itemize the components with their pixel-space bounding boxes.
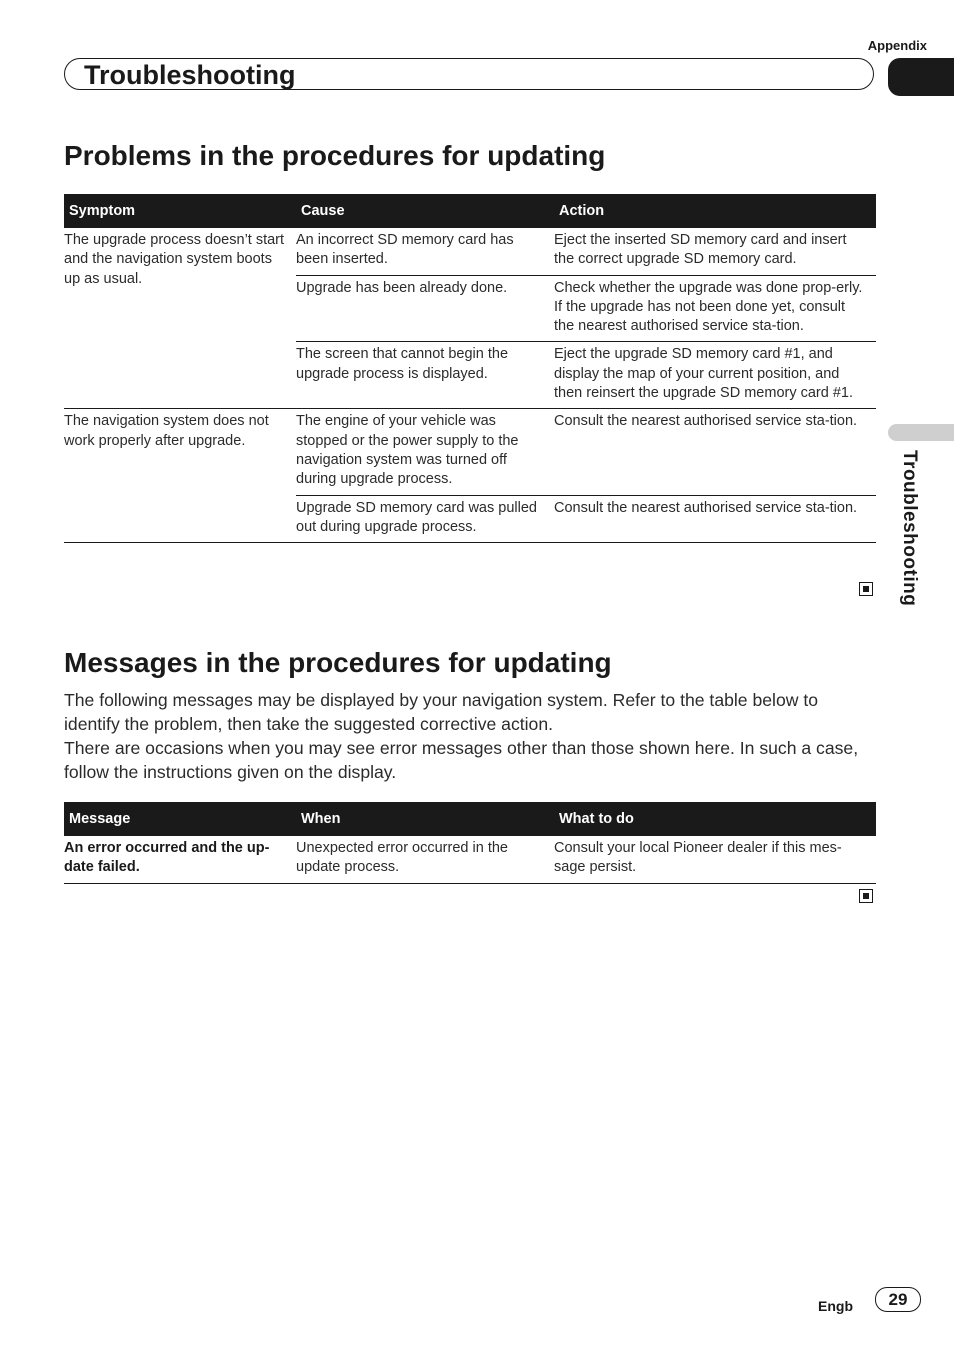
messages-intro: [64, 688, 864, 784]
message-cell: An error occurred and the up-date failed.: [64, 836, 296, 883]
appendix-label: Appendix: [867, 38, 927, 53]
symptom-cell: The upgrade process doesn’t start and the navigation system boots up as usual.: [64, 232, 285, 287]
messages-table: [64, 802, 876, 884]
side-tab-label: Troubleshooting: [899, 450, 920, 607]
table-row: [64, 409, 876, 495]
table-row: [64, 228, 876, 275]
column-header-what-to-do: What to do: [554, 802, 876, 836]
page-number: 29: [875, 1287, 921, 1312]
intro-paragraph: The following messages may be displayed by your navigation system. Refer to the table below to identify the problem, then take the suggested corrective action.: [64, 690, 818, 734]
when-cell: Unexpected error occurred in the update process.: [296, 836, 554, 883]
chapter-tab-marker: [888, 58, 954, 96]
end-of-section-icon: [859, 889, 873, 903]
problems-heading: Problems in the procedures for updating: [64, 140, 606, 171]
action-cell: Consult the nearest authorised service sta-tion.: [554, 409, 876, 495]
what-to-do-cell: Consult your local Pioneer dealer if this mes-sage persist.: [554, 836, 876, 883]
cause-cell: Upgrade has been already done.: [296, 275, 554, 342]
column-header-when: When: [296, 802, 554, 836]
cause-cell: The engine of your vehicle was stopped or the power supply to the navigation system was turned off during upgrade process.: [296, 409, 554, 495]
column-header-message: Message: [64, 802, 296, 836]
end-of-section-icon: [859, 582, 873, 596]
cause-cell: The screen that cannot begin the upgrade process is displayed.: [296, 342, 554, 409]
language-code: Engb: [818, 1298, 853, 1314]
table-header-row: [64, 194, 876, 228]
chapter-title: Troubleshooting: [84, 60, 296, 90]
action-cell: Eject the inserted SD memory card and insert the correct upgrade SD memory card.: [554, 228, 876, 275]
table-header-row: [64, 802, 876, 836]
action-cell: Eject the upgrade SD memory card #1, and display the map of your current position, and then reinsert the upgrade SD memory card #1.: [554, 342, 876, 409]
column-header-cause: Cause: [296, 194, 554, 228]
intro-paragraph: There are occasions when you may see error messages other than those shown here. In such a case, follow the instructions given on the display.: [64, 738, 859, 782]
action-cell: Check whether the upgrade was done prop-erly. If the upgrade has not been done yet, consult the nearest authorised service sta-tion.: [554, 275, 876, 342]
cause-cell: An incorrect SD memory card has been inserted.: [296, 228, 554, 275]
problems-table: [64, 194, 876, 543]
column-header-symptom: Symptom: [64, 194, 296, 228]
column-header-action: Action: [554, 194, 876, 228]
cause-cell: Upgrade SD memory card was pulled out during upgrade process.: [296, 495, 554, 543]
action-cell: Consult the nearest authorised service sta-tion.: [554, 495, 876, 543]
messages-heading: Messages in the procedures for updating: [64, 647, 612, 678]
table-row: [64, 836, 876, 883]
symptom-cell: The navigation system does not work properly after upgrade.: [64, 409, 296, 543]
section-tab-marker: [888, 424, 954, 441]
